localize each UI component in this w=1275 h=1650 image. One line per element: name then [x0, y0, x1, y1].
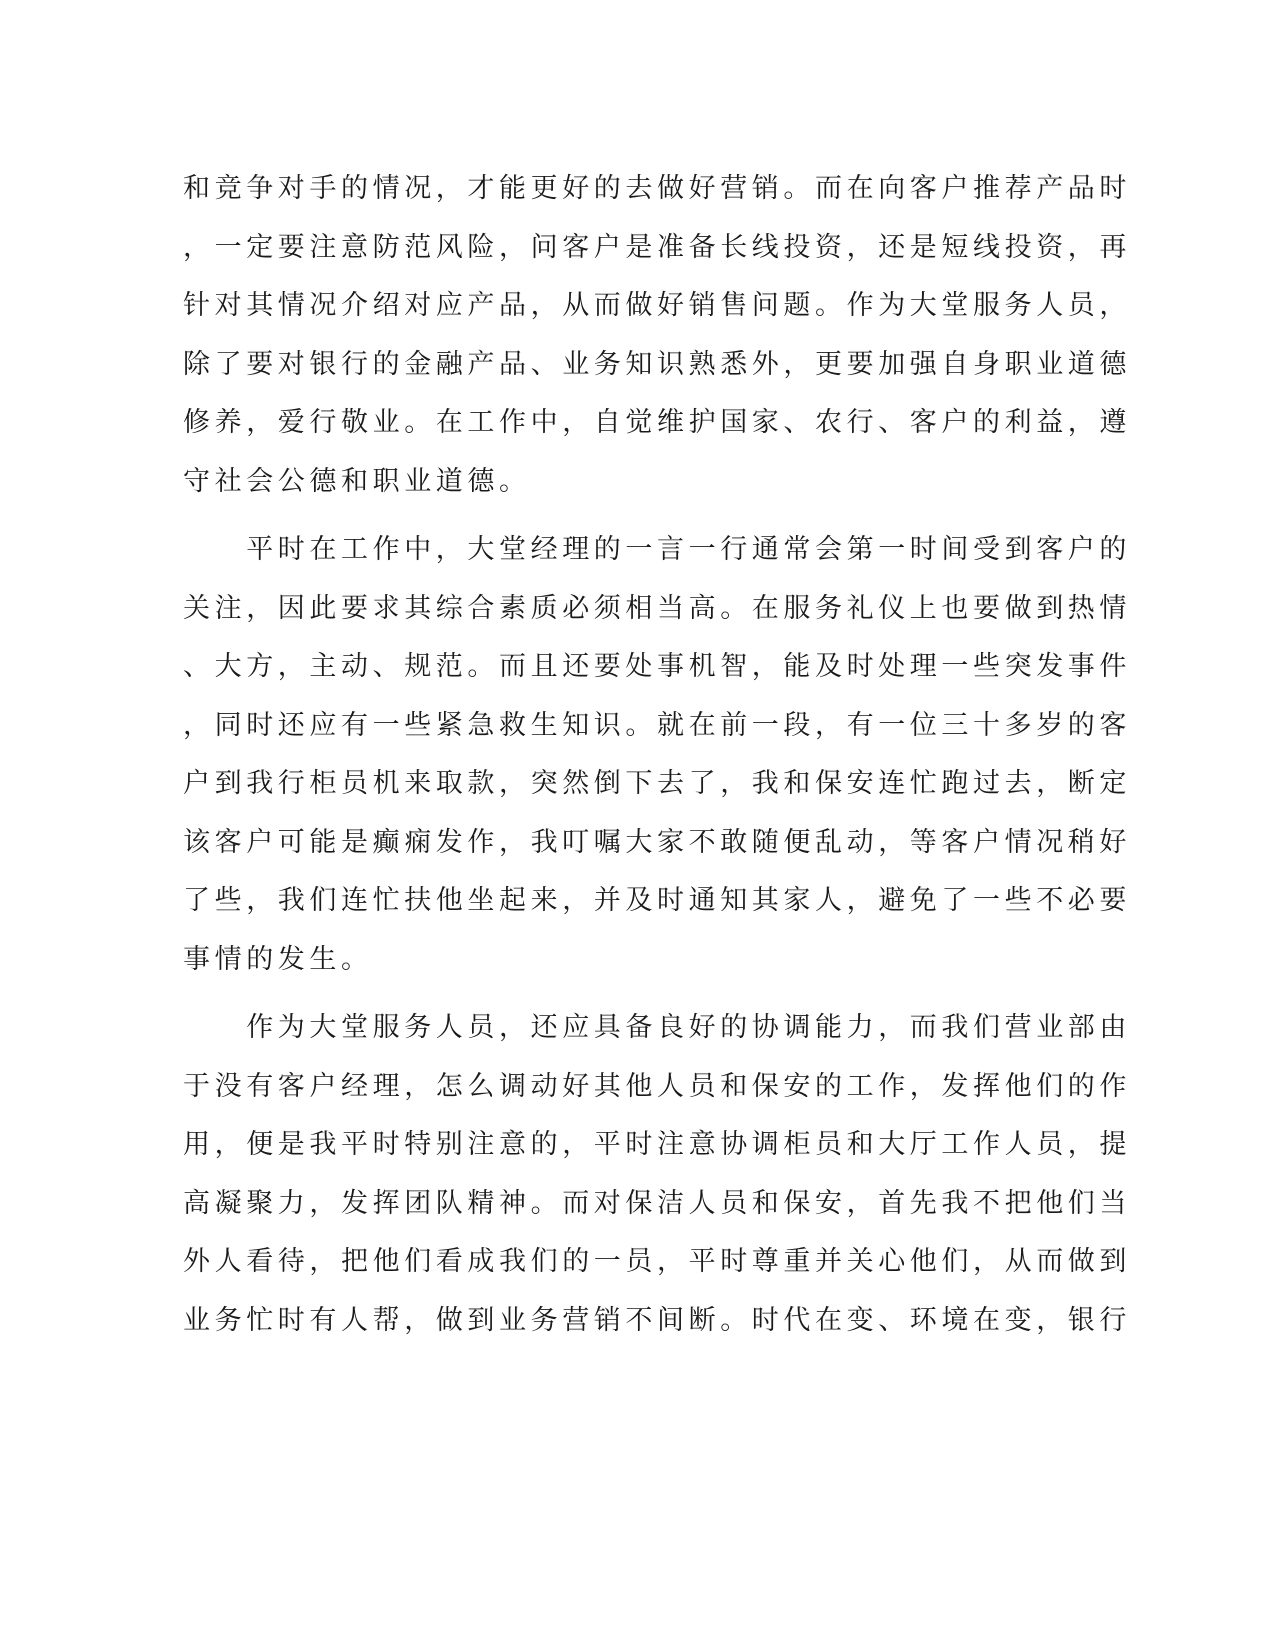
paragraph-gap: [183, 511, 1083, 521]
paragraph-gap: [183, 989, 1083, 999]
text-line: ，同时还应有一些紧急救生知识。就在前一段，有一位三十多岁的客: [183, 709, 1131, 741]
text-line: 该客户可能是癫痫发作，我叮嘱大家不敢随便乱动，等客户情况稍好: [183, 826, 1131, 858]
text-line: 除了要对银行的金融产品、业务知识熟悉外，更要加强自身职业道德: [183, 348, 1131, 380]
text-line: 作为大堂服务人员，还应具备良好的协调能力，而我们营业部由: [183, 1012, 1131, 1043]
text-line: 针对其情况介绍对应产品，从而做好销售问题。作为大堂服务人员，: [183, 290, 1131, 321]
text-line: 和竞争对手的情况，才能更好的去做好营销。而在向客户推荐产品时: [183, 173, 1131, 204]
text-line: 事情的发生。: [183, 943, 373, 975]
text-line: ，一定要注意防范风险，问客户是准备长线投资，还是短线投资，再: [183, 231, 1131, 263]
text-line: 于没有客户经理，怎么调动好其他人员和保安的工作，发挥他们的作: [183, 1070, 1131, 1102]
body-text: [183, 160, 1131, 1350]
text-line: 了些，我们连忙扶他坐起来，并及时通知其家人，避免了一些不必要: [183, 885, 1131, 916]
text-line: 守社会公德和职业道德。: [183, 465, 531, 497]
text-line: 高凝聚力，发挥团队精神。而对保洁人员和保安，首先我不把他们当: [183, 1187, 1131, 1219]
text-line: 外人看待，把他们看成我们的一员，平时尊重并关心他们，从而做到: [183, 1246, 1131, 1277]
text-line: 关注，因此要求其综合素质必须相当高。在服务礼仪上也要做到热情: [183, 592, 1131, 624]
text-line: 户到我行柜员机来取款，突然倒下去了，我和保安连忙跑过去，断定: [183, 768, 1131, 799]
text-line: 修养，爱行敬业。在工作中，自觉维护国家、农行、客户的利益，遵: [183, 407, 1131, 438]
text-line: 业务忙时有人帮，做到业务营销不间断。时代在变、环境在变，银行: [183, 1304, 1131, 1336]
text-line: 、大方，主动、规范。而且还要处事机智，能及时处理一些突发事件: [183, 651, 1131, 682]
text-line: 平时在工作中，大堂经理的一言一行通常会第一时间受到客户的: [183, 534, 1131, 565]
text-line: 用，便是我平时特别注意的，平时注意协调柜员和大厅工作人员，提: [183, 1129, 1131, 1160]
